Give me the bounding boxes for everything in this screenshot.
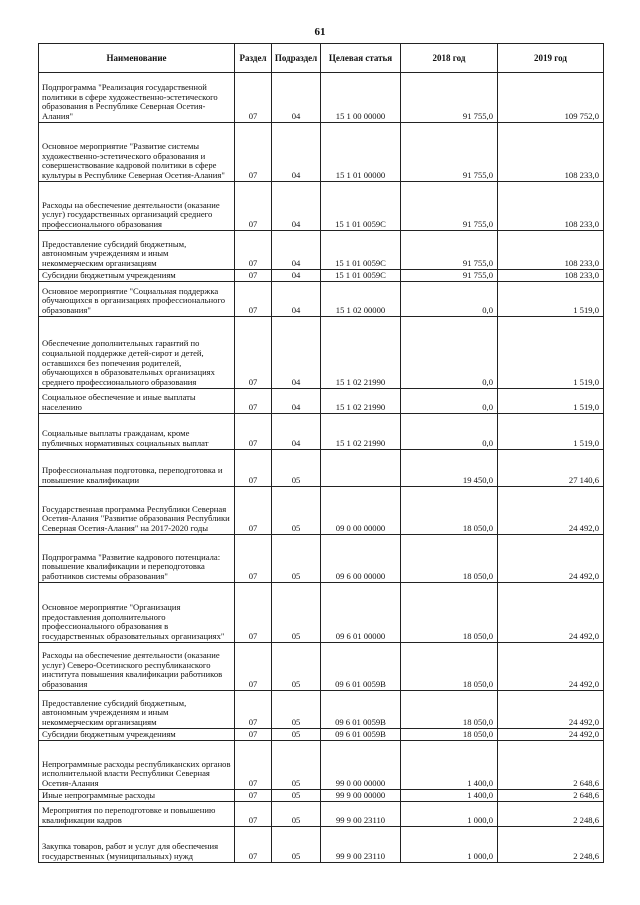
- row-section: 07: [235, 317, 272, 389]
- row-2018-value: 19 450,0: [401, 450, 498, 487]
- row-name: Закупка товаров, работ и услуг для обеспечения государственных (муниципальных) нужд: [39, 827, 235, 863]
- row-article: 15 1 02 21990: [321, 317, 401, 389]
- row-2019-value: 2 248,6: [498, 827, 604, 863]
- row-2018-value: 1 400,0: [401, 790, 498, 802]
- row-2018-value: 91 755,0: [401, 270, 498, 282]
- row-article: 09 6 01 0059В: [321, 643, 401, 691]
- row-section: 07: [235, 123, 272, 182]
- row-section: 07: [235, 691, 272, 729]
- row-section: 07: [235, 182, 272, 231]
- row-subsection: 04: [272, 414, 321, 450]
- table-row: [39, 487, 604, 535]
- row-name: Расходы на обеспечение деятельности (оказание услуг) государственных организаций среднего профессионального образования: [39, 182, 235, 231]
- row-2019-value: 1 519,0: [498, 414, 604, 450]
- row-article: 15 1 01 0059С: [321, 182, 401, 231]
- table-row: [39, 231, 604, 270]
- table-row: [39, 741, 604, 790]
- row-section: 07: [235, 450, 272, 487]
- row-article: 09 6 00 00000: [321, 535, 401, 583]
- row-2019-value: 2 648,6: [498, 790, 604, 802]
- row-name: Профессиональная подготовка, переподготовка и повышение квалификации: [39, 450, 235, 487]
- row-section: 07: [235, 583, 272, 643]
- row-subsection: 05: [272, 583, 321, 643]
- row-name: Непрограммные расходы республиканских органов исполнительной власти Республики Северная Осетия-Алания: [39, 741, 235, 790]
- row-article: 99 0 00 00000: [321, 741, 401, 790]
- row-article: [321, 450, 401, 487]
- table-row: [39, 827, 604, 863]
- row-article: 99 9 00 00000: [321, 790, 401, 802]
- row-2018-value: 1 400,0: [401, 741, 498, 790]
- row-subsection: 04: [272, 73, 321, 123]
- row-2019-value: 24 492,0: [498, 535, 604, 583]
- row-subsection: 04: [272, 270, 321, 282]
- row-name: Основное мероприятие "Социальная поддержка обучающихся в организациях профессионального образования": [39, 282, 235, 317]
- row-2019-value: 27 140,6: [498, 450, 604, 487]
- table-row: [39, 123, 604, 182]
- row-name: Субсидии бюджетным учреждениям: [39, 729, 235, 741]
- row-2019-value: 24 492,0: [498, 729, 604, 741]
- row-subsection: 05: [272, 741, 321, 790]
- row-name: Социальные выплаты гражданам, кроме публичных нормативных социальных выплат: [39, 414, 235, 450]
- row-name: Социальное обеспечение и иные выплаты населению: [39, 389, 235, 414]
- header-section: Раздел: [235, 44, 272, 73]
- row-2018-value: 18 050,0: [401, 583, 498, 643]
- row-article: 15 1 01 0059С: [321, 231, 401, 270]
- row-2019-value: 108 233,0: [498, 270, 604, 282]
- row-2018-value: 18 050,0: [401, 729, 498, 741]
- table-body: [39, 73, 604, 863]
- table-row: [39, 691, 604, 729]
- row-name: Государственная программа Республики Северная Осетия-Алания "Развитие образования Республики Северная Осетия-Алания" на 2017-2020 годы: [39, 487, 235, 535]
- row-name: Мероприятия по переподготовке и повышению квалификации кадров: [39, 802, 235, 827]
- header-2018: 2018 год: [401, 44, 498, 73]
- row-subsection: 05: [272, 691, 321, 729]
- table-row: [39, 802, 604, 827]
- header-article: Целевая статья: [321, 44, 401, 73]
- row-name: Подпрограмма "Реализация государственной политики в сфере художественно-эстетического образования в Республике Северная Осетия-Алания": [39, 73, 235, 123]
- row-article: 15 1 01 00000: [321, 123, 401, 182]
- row-subsection: 04: [272, 282, 321, 317]
- row-subsection: 05: [272, 827, 321, 863]
- row-section: 07: [235, 729, 272, 741]
- row-article: 15 1 02 21990: [321, 389, 401, 414]
- row-2019-value: 1 519,0: [498, 282, 604, 317]
- row-section: 07: [235, 535, 272, 583]
- row-subsection: 05: [272, 729, 321, 741]
- row-subsection: 04: [272, 123, 321, 182]
- row-section: 07: [235, 741, 272, 790]
- row-subsection: 04: [272, 317, 321, 389]
- row-name: Основное мероприятие "Организация предоставления дополнительного профессионального образования в государственных образовательных организациях": [39, 583, 235, 643]
- row-section: 07: [235, 643, 272, 691]
- row-2018-value: 0,0: [401, 317, 498, 389]
- row-2019-value: 24 492,0: [498, 583, 604, 643]
- row-subsection: 05: [272, 790, 321, 802]
- row-section: 07: [235, 73, 272, 123]
- table-row: [39, 535, 604, 583]
- row-name: Основное мероприятие "Развитие системы художественно-эстетического образования и совершенствование кадровой политики в сфере культуры в Республике Северная Осетия-Алания": [39, 123, 235, 182]
- row-2018-value: 0,0: [401, 414, 498, 450]
- row-article: 09 6 01 0059В: [321, 729, 401, 741]
- row-2019-value: 24 492,0: [498, 691, 604, 729]
- row-2018-value: 18 050,0: [401, 535, 498, 583]
- row-2019-value: 1 519,0: [498, 389, 604, 414]
- row-2019-value: 24 492,0: [498, 643, 604, 691]
- table-row: [39, 270, 604, 282]
- row-2019-value: 1 519,0: [498, 317, 604, 389]
- row-name: Подпрограмма "Развитие кадрового потенциала: повышение квалификации и переподготовка работников системы образования": [39, 535, 235, 583]
- row-2018-value: 18 050,0: [401, 643, 498, 691]
- row-2018-value: 18 050,0: [401, 487, 498, 535]
- row-article: 15 1 02 00000: [321, 282, 401, 317]
- row-article: 15 1 02 21990: [321, 414, 401, 450]
- row-name: Предоставление субсидий бюджетным, автономным учреждениям и иным некоммерческим организациям: [39, 231, 235, 270]
- row-subsection: 05: [272, 643, 321, 691]
- table-row: [39, 182, 604, 231]
- row-name: Иные непрограммные расходы: [39, 790, 235, 802]
- table-row: [39, 643, 604, 691]
- row-2018-value: 91 755,0: [401, 182, 498, 231]
- table-row: [39, 389, 604, 414]
- row-article: 15 1 01 0059С: [321, 270, 401, 282]
- row-article: 09 6 01 00000: [321, 583, 401, 643]
- row-section: 07: [235, 487, 272, 535]
- row-section: 07: [235, 790, 272, 802]
- row-section: 07: [235, 270, 272, 282]
- table-row: [39, 583, 604, 643]
- row-name: Обеспечение дополнительных гарантий по социальной поддержке детей-сирот и детей, оставшихся без попечения родителей, обучающихся в образовательных организациях среднего профессионального образования: [39, 317, 235, 389]
- row-name: Субсидии бюджетным учреждениям: [39, 270, 235, 282]
- row-2019-value: 108 233,0: [498, 182, 604, 231]
- table-row: [39, 414, 604, 450]
- row-section: 07: [235, 282, 272, 317]
- row-2018-value: 91 755,0: [401, 231, 498, 270]
- row-subsection: 05: [272, 802, 321, 827]
- row-name: Расходы на обеспечение деятельности (оказание услуг) Северо-Осетинского республиканского института повышения квалификации работников образования: [39, 643, 235, 691]
- table-row: [39, 790, 604, 802]
- table-row: [39, 729, 604, 741]
- row-section: 07: [235, 389, 272, 414]
- row-2018-value: 0,0: [401, 389, 498, 414]
- row-2018-value: 1 000,0: [401, 827, 498, 863]
- table-header-row: [39, 44, 604, 73]
- header-name: Наименование: [39, 44, 235, 73]
- row-2019-value: 24 492,0: [498, 487, 604, 535]
- row-2018-value: 0,0: [401, 282, 498, 317]
- row-article: 15 1 00 00000: [321, 73, 401, 123]
- row-2018-value: 1 000,0: [401, 802, 498, 827]
- row-2019-value: 108 233,0: [498, 123, 604, 182]
- row-2018-value: 91 755,0: [401, 73, 498, 123]
- row-section: 07: [235, 231, 272, 270]
- table-row: [39, 73, 604, 123]
- row-name: Предоставление субсидий бюджетным, автономным учреждениям и иным некоммерческим организациям: [39, 691, 235, 729]
- row-2018-value: 18 050,0: [401, 691, 498, 729]
- row-article: 99 9 00 23110: [321, 827, 401, 863]
- budget-table: [38, 43, 604, 863]
- row-subsection: 05: [272, 535, 321, 583]
- table-row: [39, 450, 604, 487]
- row-section: 07: [235, 802, 272, 827]
- row-article: 09 0 00 00000: [321, 487, 401, 535]
- row-subsection: 05: [272, 487, 321, 535]
- row-article: 09 6 01 0059В: [321, 691, 401, 729]
- table-row: [39, 317, 604, 389]
- row-section: 07: [235, 827, 272, 863]
- row-subsection: 04: [272, 182, 321, 231]
- row-2019-value: 109 752,0: [498, 73, 604, 123]
- row-2018-value: 91 755,0: [401, 123, 498, 182]
- row-subsection: 05: [272, 450, 321, 487]
- header-subsection: Подраздел: [272, 44, 321, 73]
- row-article: 99 9 00 23110: [321, 802, 401, 827]
- page-number: 61: [314, 26, 326, 38]
- row-subsection: 04: [272, 389, 321, 414]
- row-2019-value: 2 648,6: [498, 741, 604, 790]
- row-2019-value: 2 248,6: [498, 802, 604, 827]
- table-row: [39, 282, 604, 317]
- row-subsection: 04: [272, 231, 321, 270]
- row-section: 07: [235, 414, 272, 450]
- header-2019: 2019 год: [498, 44, 604, 73]
- row-2019-value: 108 233,0: [498, 231, 604, 270]
